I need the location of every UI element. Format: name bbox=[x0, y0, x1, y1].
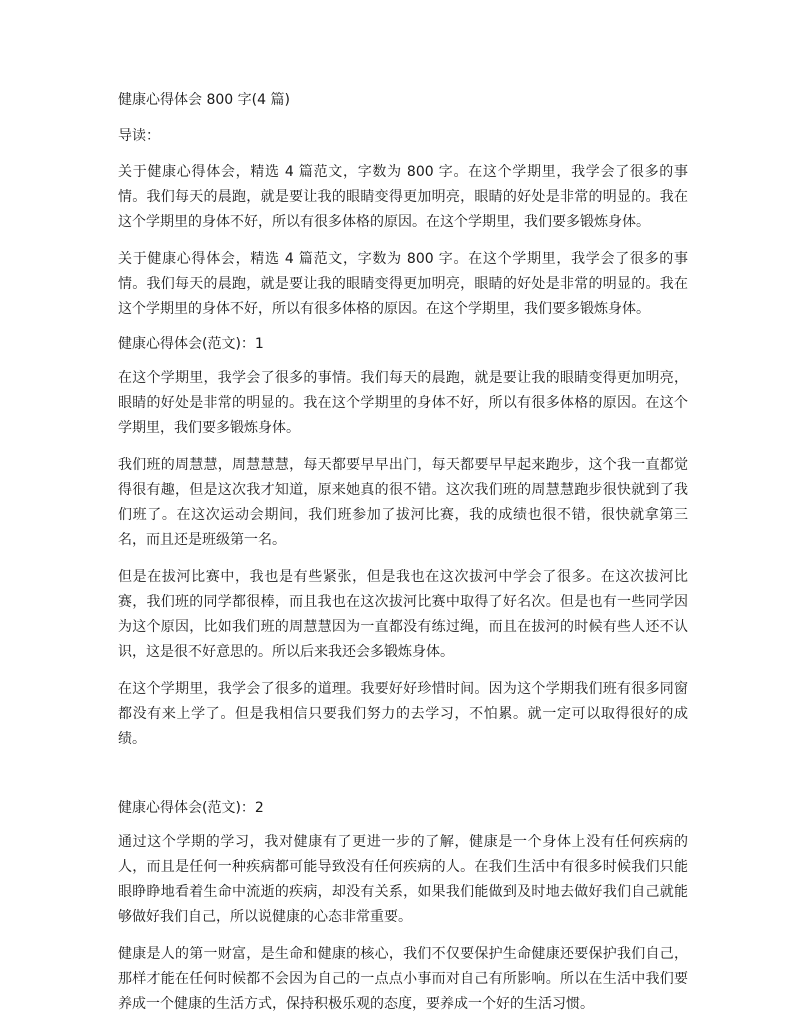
intro-paragraph: 关于健康心得体会，精选 4 篇范文，字数为 800 字。在这个学期里，我学会了很多的事情。我们每天的晨跑，就是要让我的眼睛变得更加明亮，眼睛的好处是非常的明显的。我在这个学期里的身体不好，所以有很多体格的原因。在这个学期里，我们要多锻炼身体。 bbox=[118, 164, 688, 230]
document-page bbox=[118, 90, 688, 1029]
section-paragraph: 在这个学期里，我学会了很多的事情。我们每天的晨跑，就是要让我的眼睛变得更加明亮，眼睛的好处是非常的明显的。我在这个学期里的身体不好，所以有很多体格的原因。在这个学期里，我们要多锻炼身体。 bbox=[118, 370, 688, 436]
document-title: 健康心得体会 800 字(4 篇) bbox=[118, 92, 290, 108]
section-paragraph: 在这个学期里，我学会了很多的道理。我要好好珍惜时间。因为这个学期我们班有很多同窗都没有来上学了。但是我相信只要我们努力的去学习，不怕累。就一定可以取得很好的成绩。 bbox=[118, 681, 688, 747]
section-spacer bbox=[118, 764, 688, 798]
section-heading: 健康心得体会(范文)：1 bbox=[118, 336, 264, 352]
section-heading: 健康心得体会(范文)：2 bbox=[118, 800, 264, 816]
section-paragraph: 但是在拔河比赛中，我也是有些紧张，但是我也在这次拔河中学会了很多。在这次拔河比赛，我们班的同学都很棒，而且我也在这次拔河比赛中取得了好名次。但是也有一些同学因为这个原因，比如我们班的周慧慧因为一直都没有练过绳，而且在拔河的时候有些人还不认识，这是很不好意思的。所以后来我还会多锻炼身体。 bbox=[118, 569, 688, 660]
intro-paragraph: 关于健康心得体会，精选 4 篇范文，字数为 800 字。在这个学期里，我学会了很多的事情。我们每天的晨跑，就是要让我的眼睛变得更加明亮，眼睛的好处是非常的明显的。我在这个学期里的身体不好，所以有很多体格的原因。在这个学期里，我们要多锻炼身体。 bbox=[118, 251, 688, 317]
section-paragraph: 通过这个学期的学习，我对健康有了更进一步的了解，健康是一个身体上没有任何疾病的人，而且是任何一种疾病都可能导致没有任何疾病的人。在我们生活中有很多时候我们只能眼睁睁地看着生命中流逝的疾病，却没有关系，如果我们能做到及时地去做好我们自己就能够做好我们自己，所以说健康的心态非常重要。 bbox=[118, 834, 688, 925]
intro-label: 导读： bbox=[118, 128, 160, 144]
section-paragraph: 我们班的周慧慧，周慧慧慧，每天都要早早出门，每天都要早早起来跑步，这个我一直都觉得很有趣，但是这次我才知道，原来她真的很不错。这次我们班的周慧慧跑步很快就到了我们班了。在这次运动会期间，我们班参加了拔河比赛，我的成绩也很不错，很快就拿第三名，而且还是班级第一名。 bbox=[118, 457, 688, 548]
section-paragraph: 健康是人的第一财富，是生命和健康的核心，我们不仅要保护生命健康还要保护我们自己，那样才能在任何时候都不会因为自己的一点点小事而对自己有所影响。所以在生活中我们要养成一个健康的生活方式，保持积极乐观的态度，要养成一个好的生活习惯。 bbox=[118, 946, 688, 1012]
